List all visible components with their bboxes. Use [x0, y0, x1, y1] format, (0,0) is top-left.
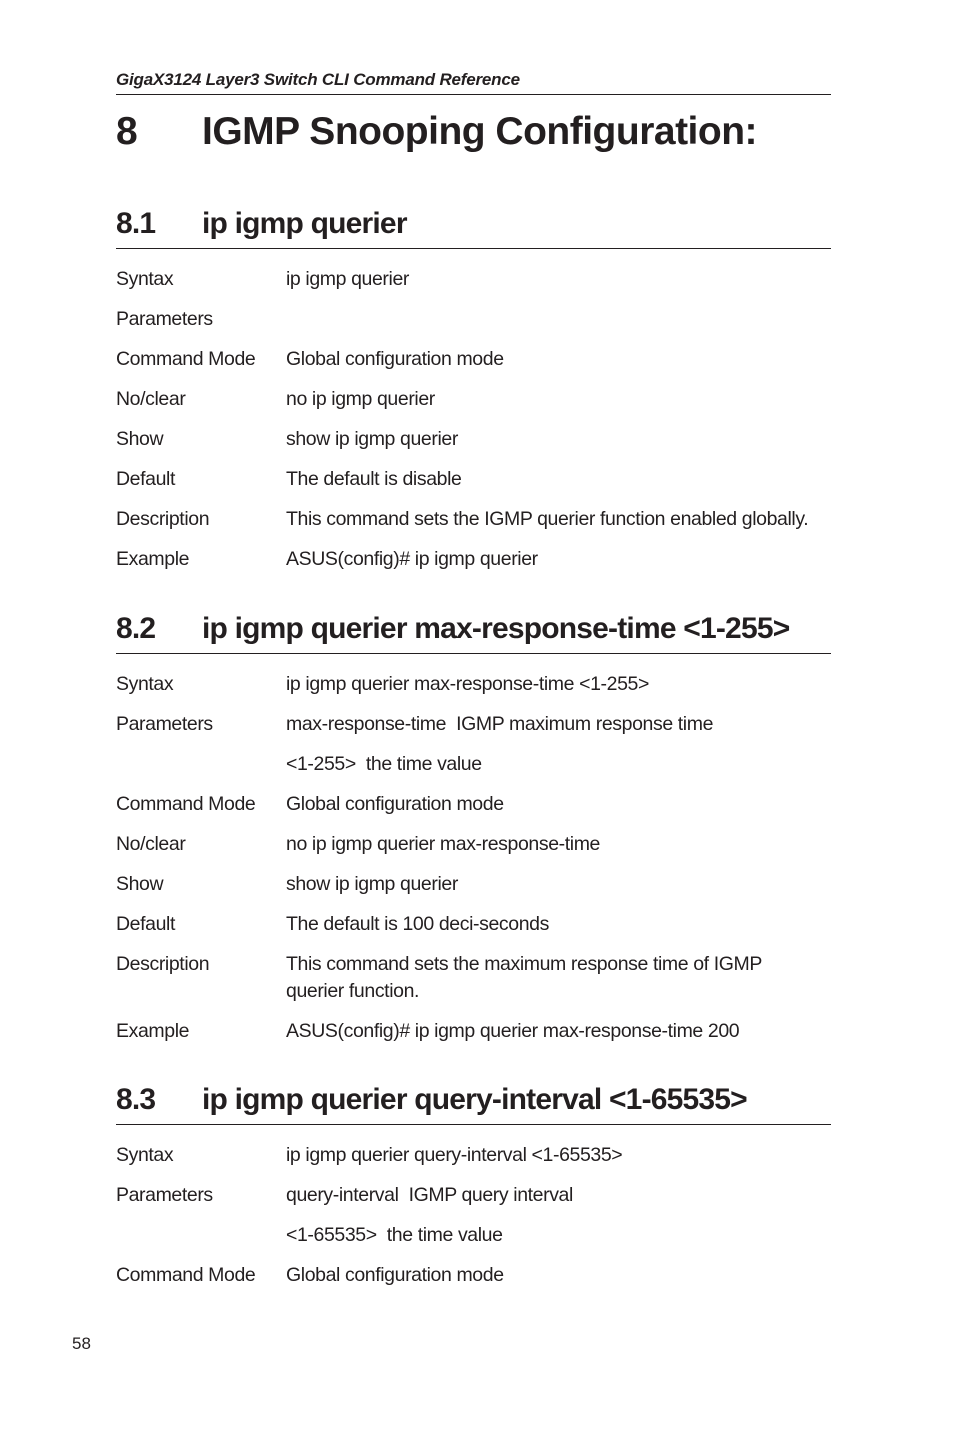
row-value: ip igmp querier max-response-time <1-255> [286, 673, 649, 695]
row-label: Syntax [116, 268, 174, 290]
definition-list [116, 266, 831, 573]
list-item [116, 1182, 831, 1209]
list-item [116, 1142, 831, 1169]
list-item [116, 386, 831, 413]
row-label: Default [116, 913, 175, 935]
chapter-title-text: IGMP Snooping Configuration: [202, 110, 758, 153]
chapter-number: 8 [116, 110, 138, 153]
row-label: Example [116, 548, 190, 570]
row-value: ip igmp querier query-interval <1-65535> [286, 1144, 623, 1166]
section-heading [116, 610, 831, 654]
section-8-2 [116, 610, 831, 1058]
section-title: ip igmp querier query-interval <1-65535> [202, 1083, 747, 1116]
list-item [116, 426, 831, 453]
list-item [116, 546, 831, 573]
row-value: show ip igmp querier [286, 428, 458, 450]
row-value: no ip igmp querier max-response-time [286, 833, 600, 855]
running-header: GigaX3124 Layer3 Switch CLI Command Reference [116, 70, 831, 95]
row-value: query-interval IGMP query interval [286, 1184, 573, 1206]
row-label: Default [116, 468, 175, 490]
list-item [116, 506, 831, 533]
row-label: Description [116, 953, 210, 975]
list-item [116, 671, 831, 698]
section-title: ip igmp querier max-response-time <1-255> [202, 612, 790, 645]
row-label: Parameters [116, 308, 213, 330]
list-item [116, 1222, 831, 1249]
list-item [116, 346, 831, 373]
list-item [116, 911, 831, 938]
section-title: ip igmp querier [202, 207, 407, 240]
row-label: Show [116, 428, 164, 450]
row-label: Parameters [116, 1184, 213, 1206]
row-label: Syntax [116, 673, 174, 695]
row-value: Global configuration mode [286, 348, 504, 370]
row-label: Show [116, 873, 164, 895]
row-value: This command sets the maximum response time of IGMP querier function. [286, 953, 762, 1002]
section-number: 8.2 [116, 612, 156, 645]
list-item [116, 711, 831, 738]
row-label [116, 751, 286, 778]
row-label: Parameters [116, 713, 213, 735]
row-value: The default is disable [286, 468, 462, 490]
row-label: Description [116, 508, 210, 530]
list-item [116, 831, 831, 858]
row-value: show ip igmp querier [286, 873, 458, 895]
list-item [116, 871, 831, 898]
section-heading [116, 1081, 831, 1125]
section-number: 8.1 [116, 207, 156, 240]
section-number: 8.3 [116, 1083, 156, 1116]
row-label: No/clear [116, 833, 186, 855]
list-item [116, 266, 831, 293]
list-item [116, 466, 831, 493]
row-label: No/clear [116, 388, 186, 410]
list-item [116, 951, 831, 1005]
row-value: Global configuration mode [286, 793, 504, 815]
section-heading [116, 205, 831, 249]
row-label: Command Mode [116, 793, 256, 815]
page-number: 58 [72, 1334, 91, 1353]
row-label: Syntax [116, 1144, 174, 1166]
row-value: ASUS(config)# ip igmp querier [286, 548, 538, 570]
list-item [116, 1018, 831, 1045]
row-value: Global configuration mode [286, 1264, 504, 1286]
row-value: ASUS(config)# ip igmp querier max-response-time 200 [286, 1020, 740, 1042]
row-label: Command Mode [116, 1264, 256, 1286]
definition-list [116, 671, 831, 1045]
list-item [116, 751, 831, 778]
row-value: This command sets the IGMP querier function enabled globally. [286, 508, 809, 530]
row-value: The default is 100 deci-seconds [286, 913, 549, 935]
section-8-1 [116, 205, 831, 586]
list-item [116, 791, 831, 818]
definition-list [116, 1142, 831, 1289]
row-value [286, 306, 831, 333]
row-value: no ip igmp querier [286, 388, 435, 410]
row-value: <1-65535> the time value [286, 1224, 503, 1246]
row-value: <1-255> the time value [286, 753, 482, 775]
list-item [116, 1262, 831, 1289]
chapter-title [116, 110, 831, 154]
row-label: Example [116, 1020, 190, 1042]
row-value: max-response-time IGMP maximum response time [286, 713, 714, 735]
section-8-3 [116, 1081, 831, 1302]
row-value: ip igmp querier [286, 268, 409, 290]
row-label [116, 1222, 286, 1249]
row-label: Command Mode [116, 348, 256, 370]
list-item [116, 306, 831, 333]
